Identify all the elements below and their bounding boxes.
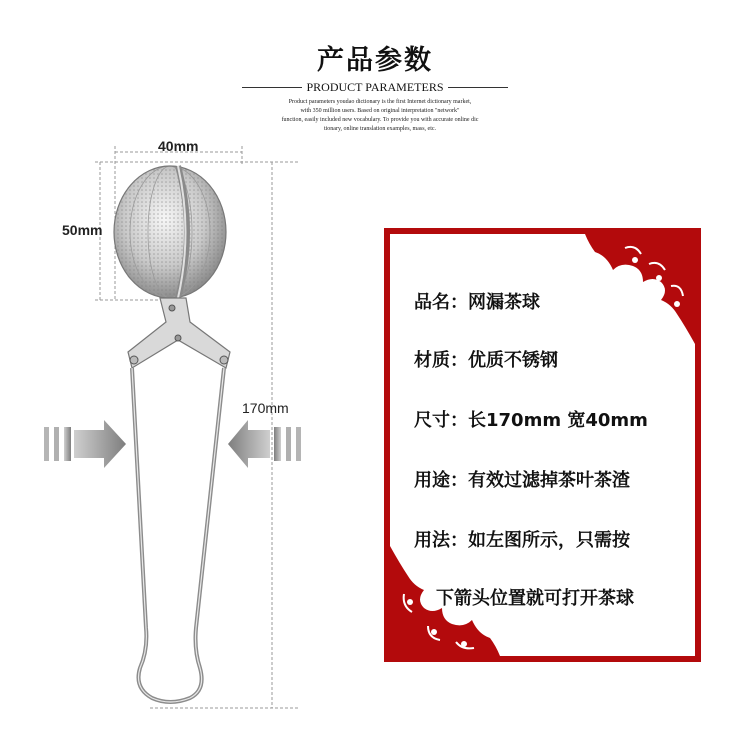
spec-value: 如左图所示，只需按 <box>468 530 630 551</box>
spec-row-method-cont <box>436 584 634 610</box>
spec-row-method <box>414 526 630 552</box>
spec-label: 尺寸： <box>414 410 468 431</box>
spec-row-usage <box>414 466 630 492</box>
length-label: 170mm <box>242 400 289 416</box>
width-label: 40mm <box>158 138 199 154</box>
subtitle: PRODUCT PARAMETERS <box>306 80 444 94</box>
hinge <box>128 298 230 368</box>
spec-row-name <box>414 288 540 314</box>
mesh-ball <box>114 166 226 298</box>
left-arrow-icon <box>44 420 126 468</box>
wire-handle <box>132 368 224 702</box>
description-line: with 350 million users. Based on original interpretation "network" <box>300 108 460 114</box>
height-label: 50mm <box>62 222 103 238</box>
cloud-corner-ornament-icon <box>585 234 695 344</box>
description-line: tionary, online translation examples, mass, etc. <box>323 126 437 132</box>
spec-value: 优质不锈钢 <box>468 350 558 371</box>
spec-card <box>384 228 701 662</box>
spec-label: 品名： <box>414 292 468 313</box>
page-title: 产品参数 <box>317 45 433 76</box>
description-line: Product parameters youdao dictionary is the first Internet dictionary market, <box>288 99 472 105</box>
spec-value: 有效过滤掉茶叶茶渣 <box>468 470 630 491</box>
spec-card-inner <box>390 234 695 656</box>
spec-value: 网漏茶球 <box>468 292 540 313</box>
description-line: function, easily included new vocabulary. To provide you with accurate online dic <box>281 117 479 123</box>
spec-row-material <box>414 346 558 372</box>
spec-value: 下箭头位置就可打开茶球 <box>436 588 634 609</box>
spec-value: 长170mm 宽40mm <box>468 410 648 431</box>
spec-label: 用途： <box>414 470 468 491</box>
spec-row-size <box>414 406 648 432</box>
spec-label: 用法： <box>414 530 468 551</box>
right-arrow-icon <box>228 420 301 468</box>
spec-label: 材质： <box>414 350 468 371</box>
